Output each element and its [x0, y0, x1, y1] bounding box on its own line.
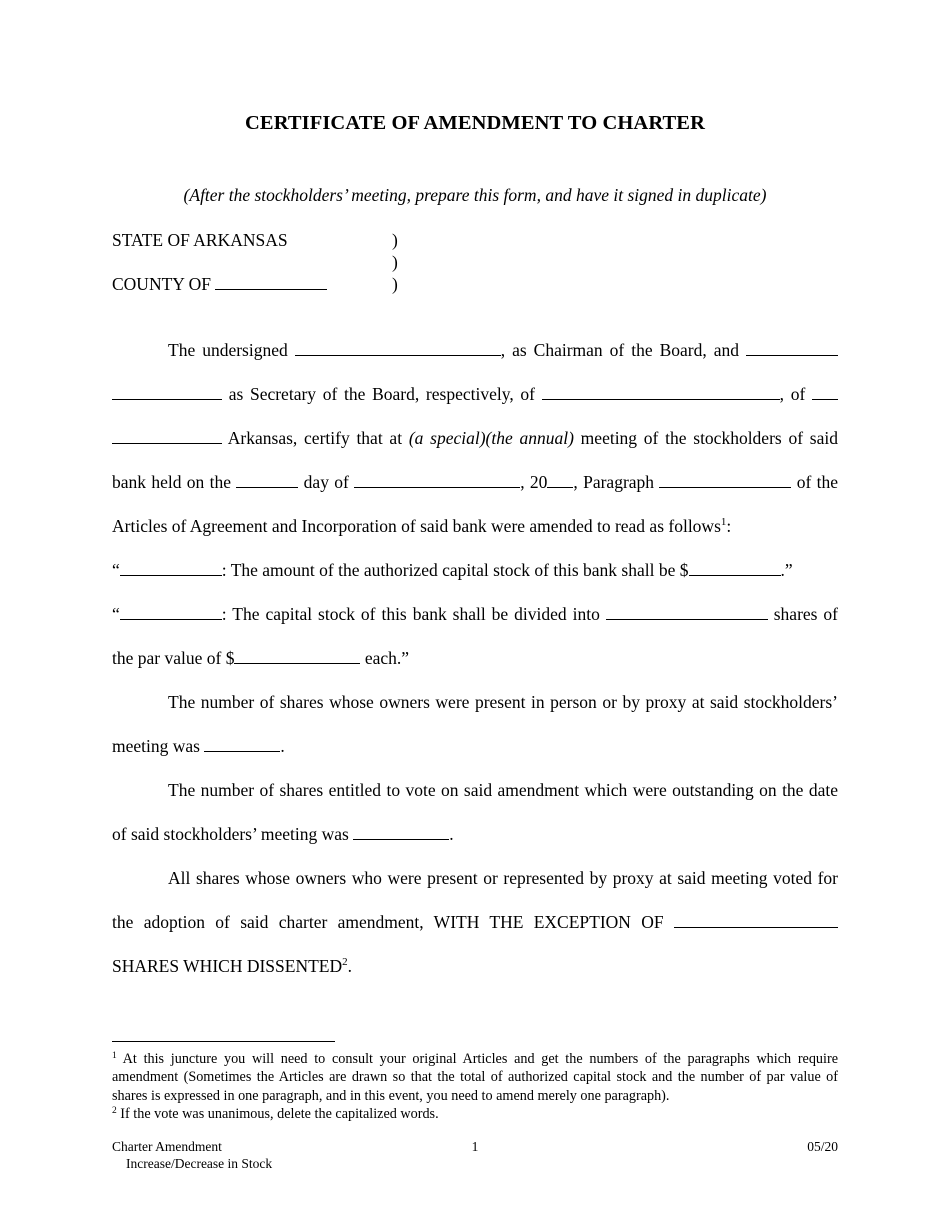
city-blank-cont[interactable] [112, 429, 222, 444]
county-line [112, 274, 327, 295]
bank-name-blank[interactable] [542, 385, 780, 400]
outstanding-shares-blank[interactable] [353, 825, 449, 840]
footnote-divider [112, 1041, 335, 1042]
paragraph-label-blank-2[interactable] [120, 605, 222, 620]
footnotes [112, 1050, 838, 1123]
meeting-day-blank[interactable] [236, 473, 298, 488]
quote-paragraph-1: “ : The amount of the authorized capital stock of this bank shall be $ .” [112, 560, 793, 580]
footer-date: 05/20 [807, 1139, 838, 1154]
caption-paren: ) [392, 252, 398, 272]
city-blank[interactable] [812, 385, 838, 400]
secretary-name-blank-cont[interactable] [112, 385, 222, 400]
authorized-capital-blank[interactable] [689, 561, 781, 576]
footnote-1: $^1$ At this juncture you will need to consult your original Articles and get the numbers of the paragraphs which require amendment (Sometimes the Articles are drawn so that the total of authorized capital stock and the number of par value of shares is expressed in one paragraph, and in this event, you need to amend merely one paragraph). [112, 1051, 838, 1104]
footnote-2: $^2$ If the vote was unanimous, delete the capitalized words. [112, 1105, 439, 1122]
page-number: 1 [471, 1139, 479, 1154]
dissenting-shares-blank[interactable] [674, 913, 838, 928]
state-label: STATE OF ARKANSAS [112, 230, 288, 250]
document-title: CERTIFICATE OF AMENDMENT TO CHARTER [245, 112, 705, 134]
present-shares-blank[interactable] [204, 737, 280, 752]
par-value-blank[interactable] [234, 649, 360, 664]
paragraph-number-blank[interactable] [659, 473, 791, 488]
meeting-month-blank[interactable] [354, 473, 520, 488]
county-blank[interactable] [215, 275, 327, 290]
footnote-ref-2: 2 [342, 956, 348, 968]
quote-paragraph-2: “ : The capital stock of this bank shall be divided into shares of the par value of $ each.” [112, 604, 839, 668]
present-shares-paragraph: The number of shares whose owners were present in person or by proxy at said stockholders’ meeting was . [112, 692, 838, 756]
document-subtitle: (After the stockholders’ meeting, prepare this form, and have it signed in duplicate) [183, 185, 767, 205]
caption-paren: ) [392, 274, 398, 294]
shares-count-blank[interactable] [606, 605, 768, 620]
secretary-name-blank[interactable] [746, 341, 838, 356]
outstanding-shares-paragraph: The number of shares entitled to vote on said amendment which were outstanding on the date of said stockholders’ meeting was . [112, 780, 838, 844]
main-paragraph: The undersigned , as Chairman of the Board, and as Secretary of the Board, respectively, of , of Arkansas, certify that at (a special)(the annual) meeting of the stockholders of said bank held on the day of , 20 , Paragraph of the Articles of Agreement and Incorporation of said bank were amended to read as follows$^1$: [112, 340, 838, 536]
vote-paragraph: All shares whose owners who were present or represented by proxy at said meeting voted for the adoption of said charter amendment, WITH THE EXCEPTION OF SHARES WHICH DISSENTED$^2$. [112, 868, 838, 976]
county-label: COUNTY OF [112, 274, 212, 294]
caption-paren: ) [392, 230, 398, 250]
footnote-ref-1: 1 [720, 516, 727, 528]
footer-form-subtitle: Increase/Decrease in Stock [126, 1156, 273, 1171]
footer-form-name: Charter Amendment [112, 1139, 222, 1154]
meeting-year-blank[interactable] [547, 473, 573, 488]
chairman-name-blank[interactable] [295, 341, 501, 356]
paragraph-label-blank-1[interactable] [120, 561, 222, 576]
